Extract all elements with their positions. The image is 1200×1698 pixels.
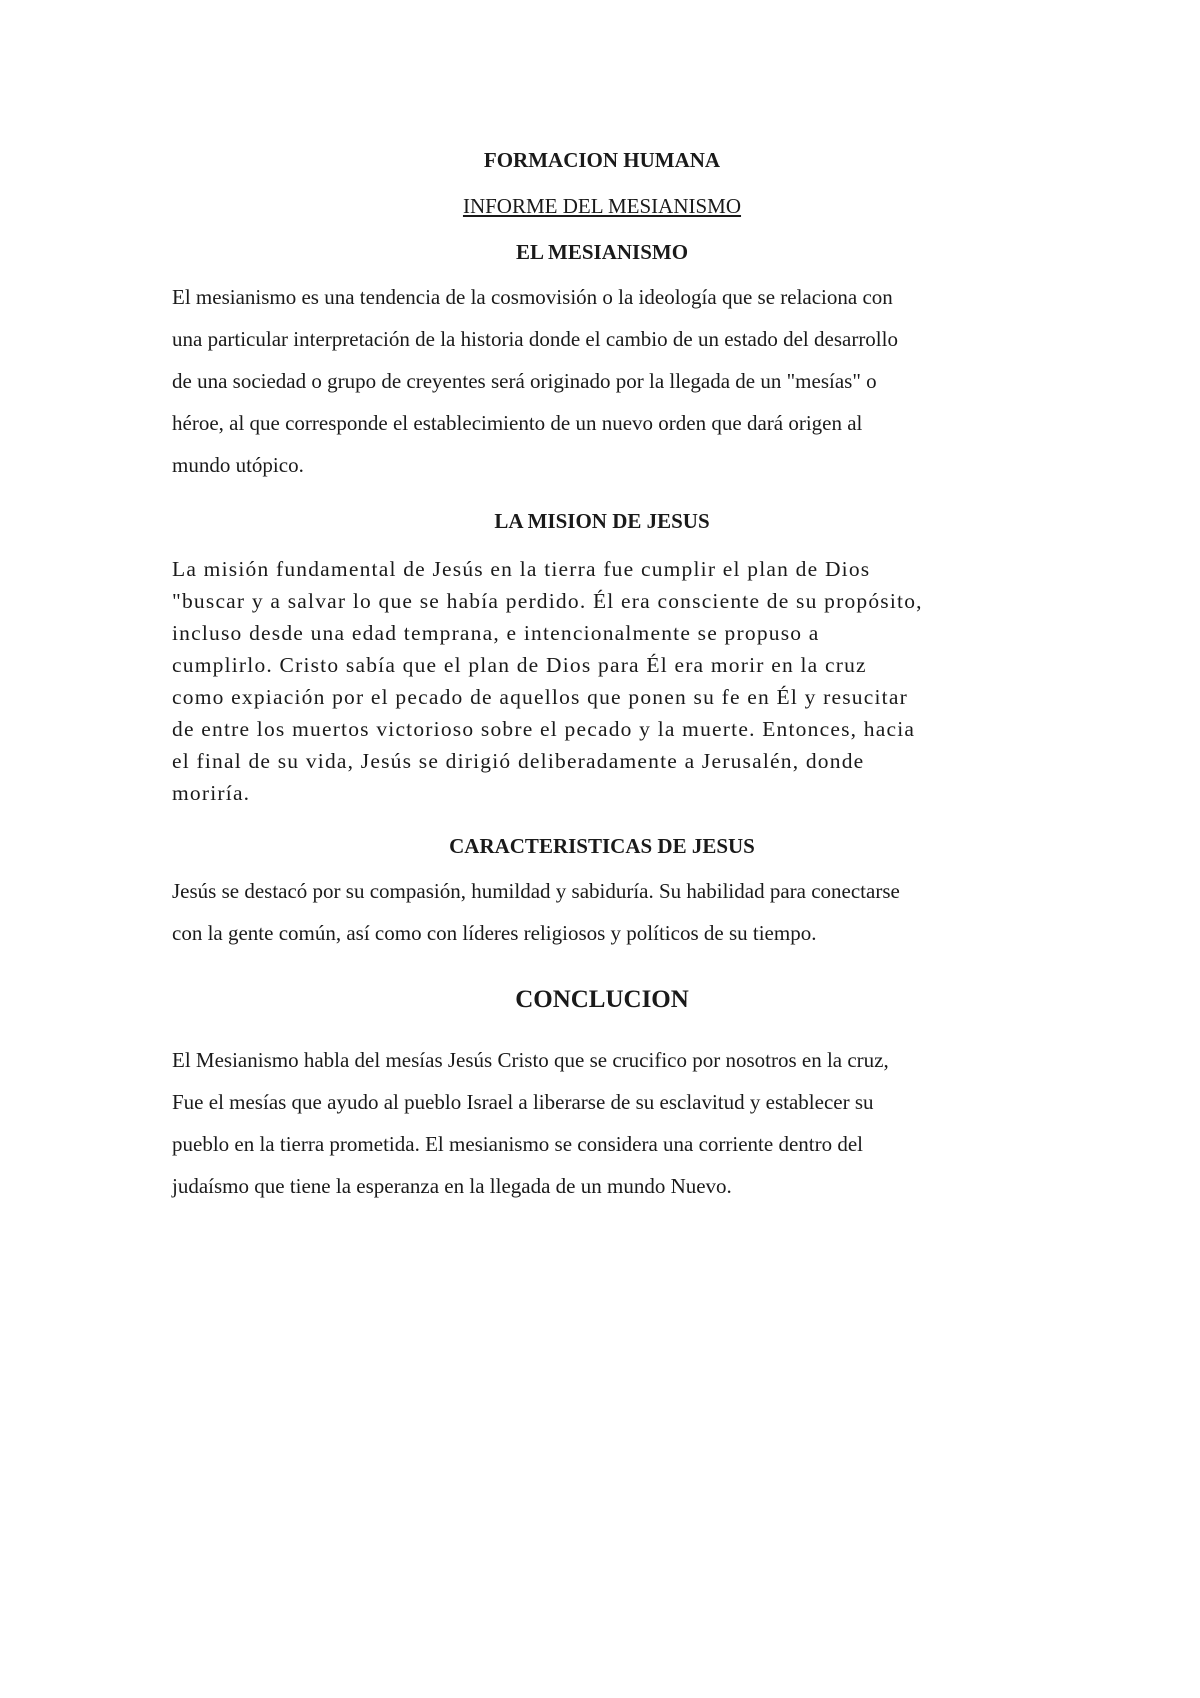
document-subtitle [172, 192, 1032, 220]
text-line: pueblo en la tierra prometida. El mesianismo se considera una corriente dentro del [172, 1132, 864, 1156]
text-line: una particular interpretación de la historia donde el cambio de un estado del desarrollo [172, 327, 898, 351]
text-line: Fue el mesías que ayudo al pueblo Israel a liberarse de su esclavitud y establecer su [172, 1090, 874, 1114]
text-line: El mesianismo es una tendencia de la cosmovisión o la ideología que se relaciona con [172, 285, 893, 309]
section-heading-mision: LA MISION DE JESUS [494, 509, 710, 533]
text-line: La misión fundamental de Jesús en la tierra fue cumplir el plan de Dios [172, 557, 871, 581]
section-body-mesianismo [172, 276, 1042, 486]
text-line: cumplirlo. Cristo sabía que el plan de Dios para Él era morir en la cruz [172, 653, 867, 677]
section-body-caracteristicas [172, 870, 1042, 954]
document-subtitle-text: INFORME DEL MESIANISMO [462, 194, 742, 218]
text-line: como expiación por el pecado de aquellos que ponen su fe en Él y resucitar [172, 685, 908, 709]
text-line: Jesús se destacó por su compasión, humildad y sabiduría. Su habilidad para conectarse [172, 879, 900, 903]
text-line: de entre los muertos victorioso sobre el pecado y la muerte. Entonces, hacia [172, 717, 916, 741]
section-heading-conclucion: CONCLUCION [515, 986, 689, 1013]
text-line: de una sociedad o grupo de creyentes será originado por la llegada de un "mesías" o [172, 369, 877, 393]
text-line: incluso desde una edad temprana, e intencionalmente se propuso a [172, 621, 820, 645]
text-line: judaísmo que tiene la esperanza en la llegada de un mundo Nuevo. [172, 1174, 732, 1198]
text-line: moriría. [172, 781, 251, 805]
section-heading-mesianismo: EL MESIANISMO [515, 240, 689, 264]
document-title: FORMACION HUMANA [483, 148, 721, 172]
text-line: el final de su vida, Jesús se dirigió deliberadamente a Jerusalén, donde [172, 749, 865, 773]
section-body-conclucion [172, 1039, 1042, 1207]
text-line: con la gente común, así como con líderes religiosos y políticos de su tiempo. [172, 921, 817, 945]
text-line: mundo utópico. [172, 453, 304, 477]
text-line: "buscar y a salvar lo que se había perdido. Él era consciente de su propósito, [172, 589, 923, 613]
section-body-mision [172, 553, 1042, 809]
text-line: El Mesianismo habla del mesías Jesús Cristo que se crucifico por nosotros en la cruz, [172, 1048, 889, 1072]
text-line: héroe, al que corresponde el establecimiento de un nuevo orden que dará origen al [172, 411, 863, 435]
section-heading-caracteristicas: CARACTERISTICAS DE JESUS [449, 834, 755, 858]
